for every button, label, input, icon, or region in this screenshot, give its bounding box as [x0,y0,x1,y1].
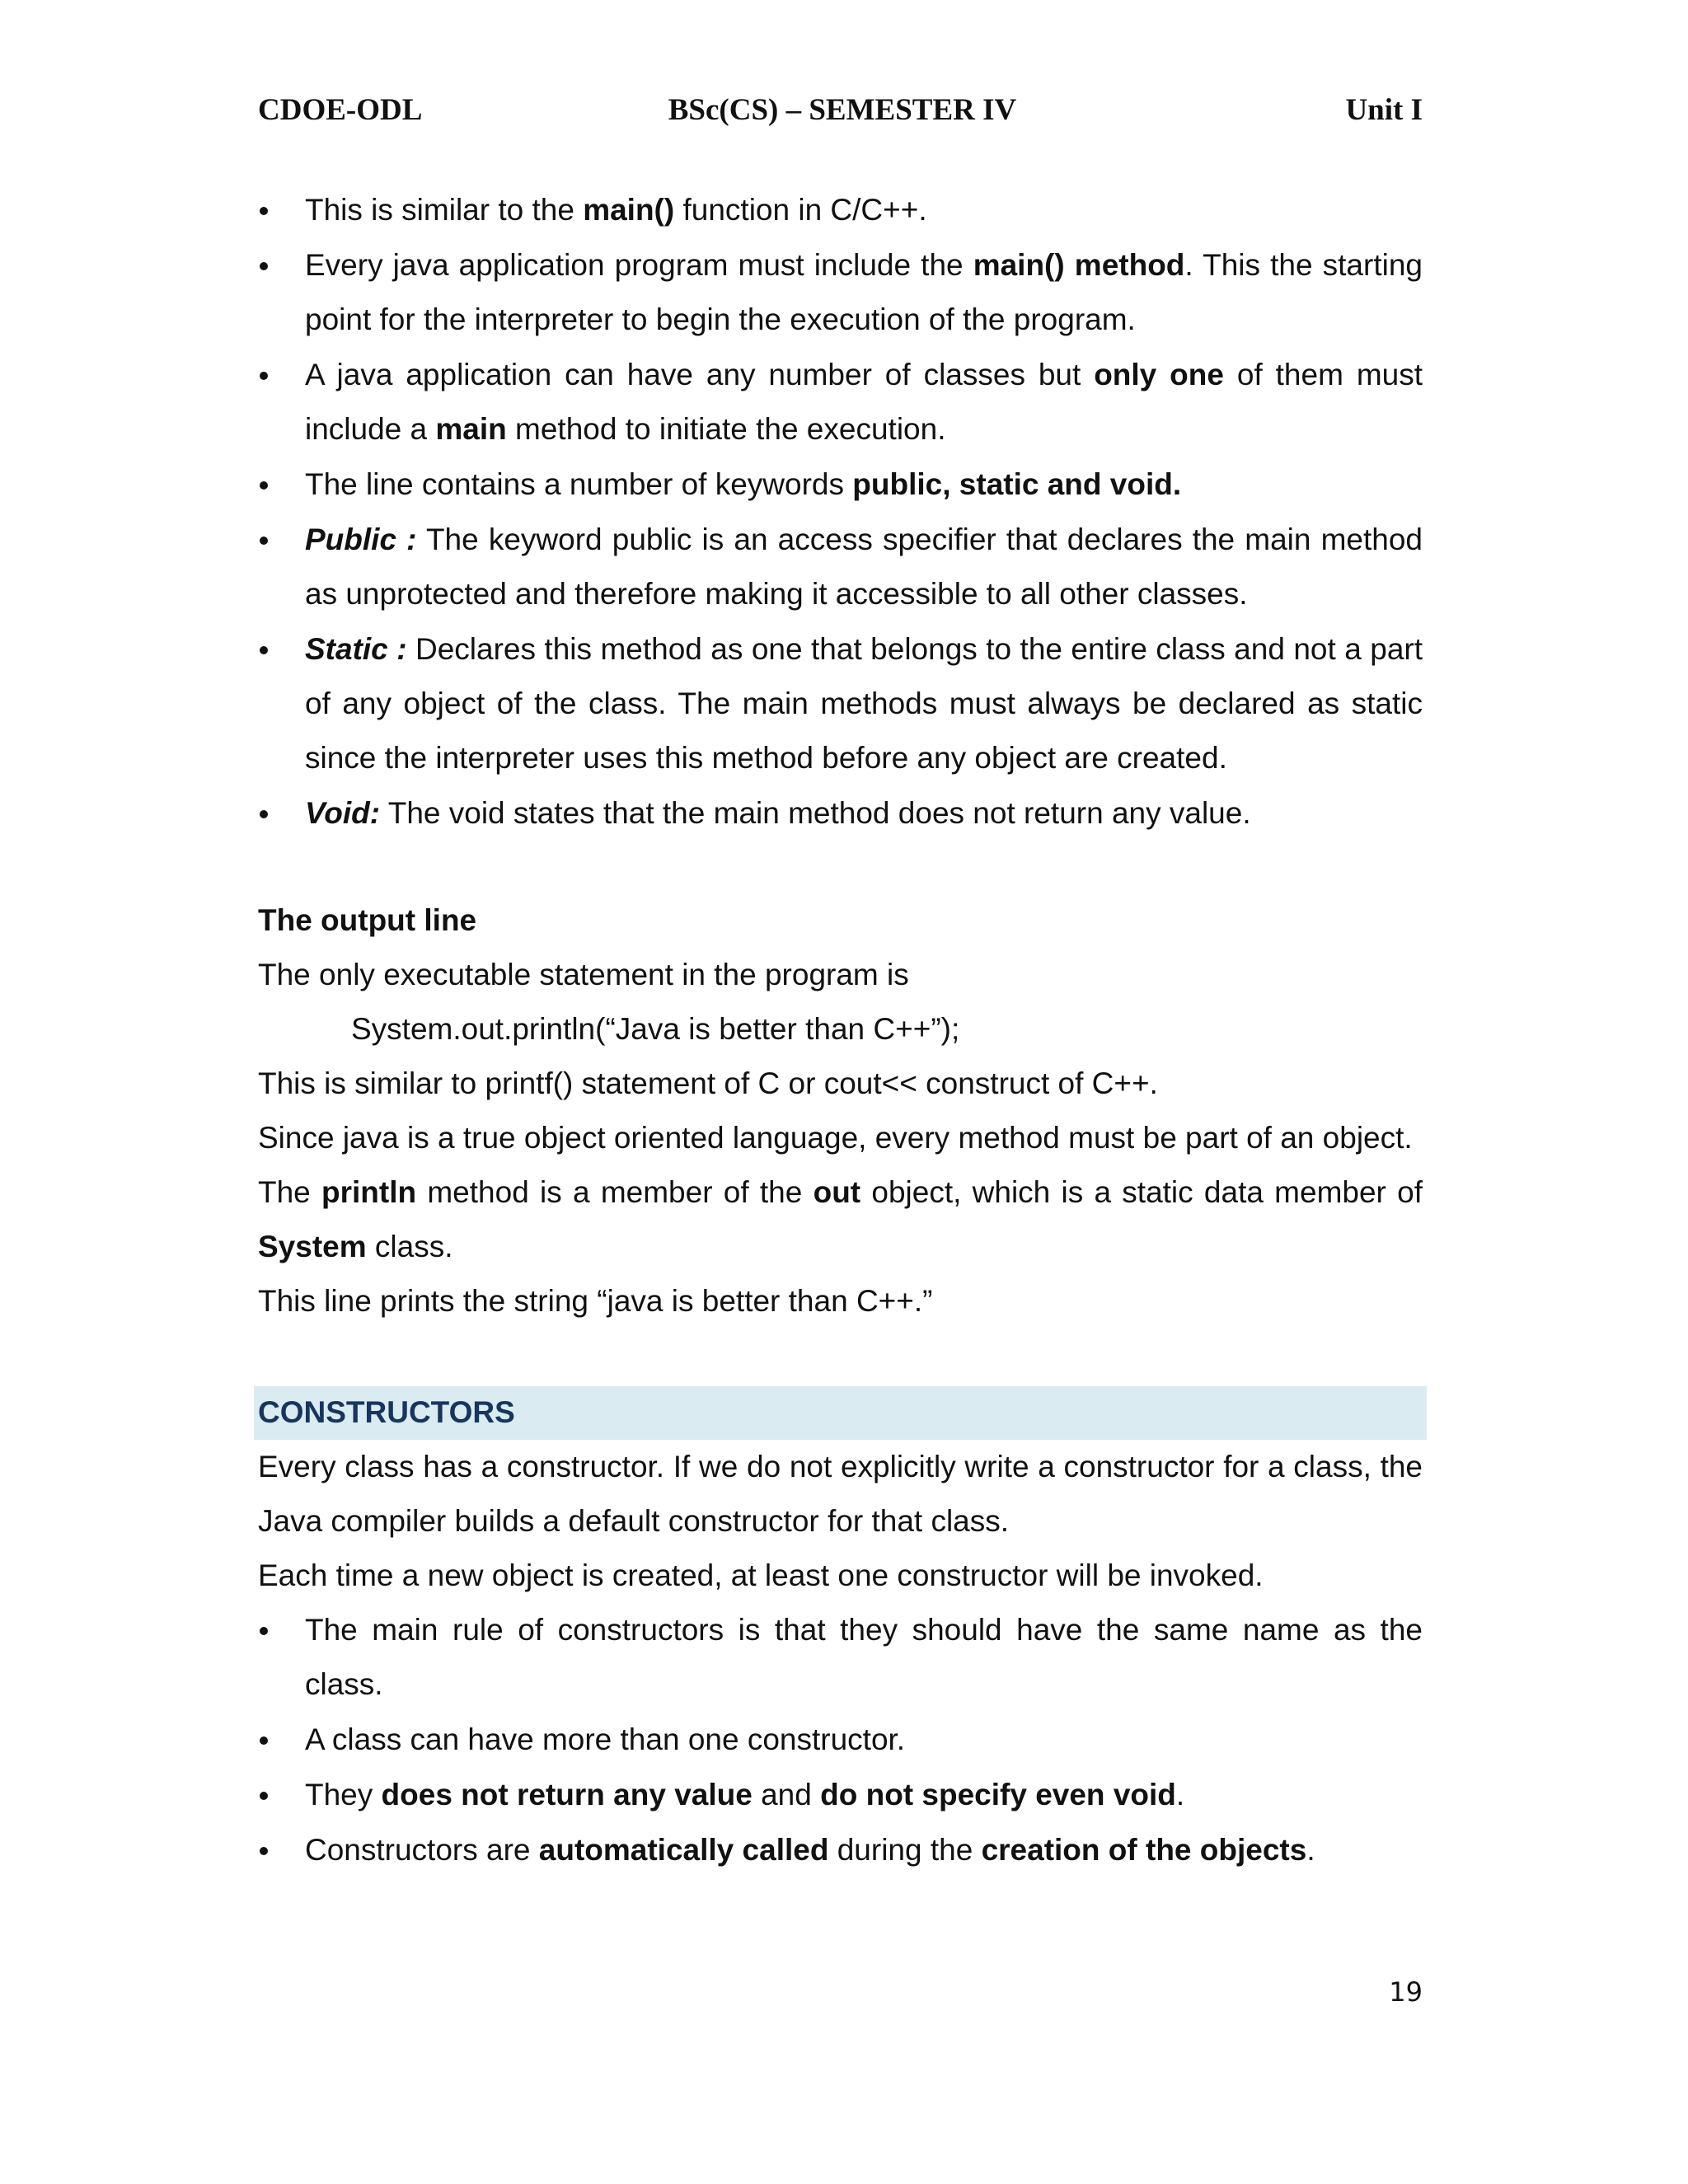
list-item: Static : Declares this method as one that belongs to the entire class and not a part of any object of the class. The main methods must always be declared as static since the interpreter uses this method before any object are created. [258,622,1423,785]
section-heading-output-line: The output line [258,903,477,937]
page-header [258,92,1423,134]
paragraph: This line prints the string “java is better than C++.” [258,1284,933,1318]
list-item: Void: The void states that the main method does not return any value. [258,786,1423,841]
paragraph: Every class has a constructor. If we do not explicitly write a constructor for a class, the Java compiler builds a default constructor for that class. [258,1450,1423,1538]
list-item: Constructors are automatically called during the creation of the objects. [258,1823,1423,1877]
list-item: The line contains a number of keywords public, static and void. [258,457,1423,512]
header-center: BSc(CS) – SEMESTER IV [668,93,1017,127]
paragraph: This is similar to printf() statement of C or cout<< construct of C++. [258,1066,1158,1100]
section-heading-constructors: CONSTRUCTORS [254,1386,1427,1440]
list-item: Every java application program must include the main() method. This the starting point for the interpreter to begin the execution of the program. [258,238,1423,347]
main-method-bullets [258,183,1423,841]
list-item: This is similar to the main() function in C/C++. [258,183,1423,237]
page-number: 19 [1389,1976,1423,2008]
paragraph: The println method is a member of the out object, which is a static data member of System class. [258,1175,1423,1263]
page-content [258,183,1423,1877]
list-item: A java application can have any number of classes but only one of them must include a main method to initiate the execution. [258,348,1423,457]
constructor-bullets [258,1603,1423,1877]
header-left: CDOE-ODL [258,93,423,127]
list-item: They does not return any value and do not specify even void. [258,1768,1423,1822]
header-right: Unit I [1345,93,1423,127]
code-line: System.out.println(“Java is better than C++”); [351,1012,960,1046]
paragraph: The only executable statement in the program is [258,958,909,991]
paragraph: Since java is a true object oriented language, every method must be part of an object. [258,1121,1413,1155]
list-item: A class can have more than one constructor. [258,1713,1423,1767]
list-item: The main rule of constructors is that they should have the same name as the class. [258,1603,1423,1712]
paragraph: Each time a new object is created, at least one constructor will be invoked. [258,1558,1264,1592]
list-item: Public : The keyword public is an access specifier that declares the main method as unprotected and therefore making it accessible to all other classes. [258,513,1423,621]
